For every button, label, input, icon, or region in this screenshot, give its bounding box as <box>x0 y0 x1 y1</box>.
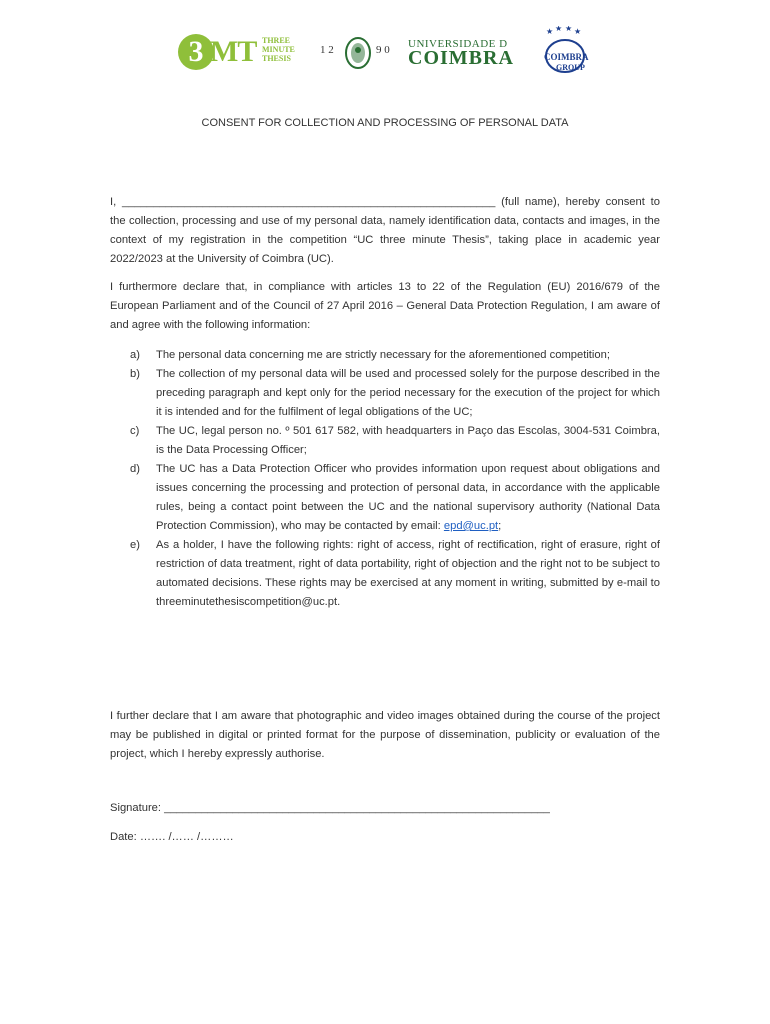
image-authorisation-paragraph: I further declare that I am aware that photographic and video images obtained during the course of the project may be published in digital or printed format for the purpose of dissemination, publicity or evaluation of the project, which I hereby expressly authorise. <box>110 710 660 760</box>
university-coimbra-logo <box>320 36 520 72</box>
consent-paragraph: I, ____________________________________________________________ (full name), hereby consent to the collection, processing and use of my personal data, namely identification data, contacts and images, in the context of my registration in the competition “UC three minute Thesis”, taking place in academic year 2022/2023 at the University of Coimbra (UC). <box>110 196 660 265</box>
document-title: CONSENT FOR COLLECTION AND PROCESSING OF PERSONAL DATA <box>201 117 569 129</box>
list-marker: c) <box>130 425 140 437</box>
three-minute-thesis-logo <box>178 34 303 74</box>
logo-university-text: UNIVERSIDADE D <box>408 38 508 50</box>
list-item <box>130 460 660 536</box>
list-text: The collection of my personal data will be used and processed solely for the purpose described in the preceding paragraph and kept only for the period necessary for the execution of the project for which it is intended and for the fulfilment of legal obligations of the UC; <box>156 368 660 418</box>
list-marker: d) <box>130 463 140 475</box>
logo-word-1: THREE <box>262 36 291 45</box>
list-item <box>130 536 660 612</box>
logo-word-3: THESIS <box>262 54 291 63</box>
list-item <box>130 346 660 365</box>
list-marker: e) <box>130 539 140 551</box>
list-marker: b) <box>130 368 140 380</box>
svg-text:★: ★ <box>565 26 573 33</box>
list-marker: a) <box>130 349 140 361</box>
logo-numeral: 3 <box>178 34 214 70</box>
list-item <box>130 422 660 460</box>
crest-icon <box>344 36 372 70</box>
gdpr-paragraph: I furthermore declare that, in compliance with articles 13 to 22 of the Regulation (EU) 2016/679 of the European Parliament and of the Council of 27 April 2016 – General Data Protection Regulation, I am aware of and agree with the following information: <box>110 281 660 331</box>
svg-text:★: ★ <box>555 26 563 33</box>
date-line: Date: ……. /…… /……… <box>110 831 234 843</box>
information-list <box>130 346 660 612</box>
logo-word-2: MINUTE <box>262 45 295 54</box>
logo-words <box>262 36 302 63</box>
list-text: The UC has a Data Protection Officer who provides information upon request about obligations and issues concerning the processing and protection of personal data, in accordance with the applicable rules, being a contact point between the UC and the national supervisory authority (National Data Protection Commission), who may be contacted by email: <box>156 463 660 532</box>
list-text: The UC, legal person no. º 501 617 582, with headquarters in Paço das Escolas, 3004-531 Coimbra, is the Data Processing Officer; <box>156 425 660 456</box>
list-text: The personal data concerning me are strictly necessary for the aforementioned competition; <box>156 349 610 361</box>
svg-text:★: ★ <box>574 27 582 36</box>
logo-year-left: 1 2 <box>320 44 334 56</box>
coimbra-group-logo <box>536 26 594 76</box>
svg-text:COIMBRA: COIMBRA <box>544 52 589 62</box>
svg-text:GROUP: GROUP <box>556 63 585 72</box>
list-text: As a holder, I have the following rights: right of access, right of rectification, right of erasure, right of restriction of data treatment, right of data portability, right of objection and the right not to be subject to automated decisions. These rights may be exercised at any moment in writing, submitted by e-mail to threeminutethesiscompetition@uc.pt. <box>156 539 660 608</box>
logo-letters: MT <box>210 35 257 68</box>
logo-year-right: 9 0 <box>376 44 390 56</box>
svg-text:★: ★ <box>546 27 554 36</box>
dpo-email-link[interactable]: epd@uc.pt <box>443 520 499 532</box>
list-item <box>130 365 660 422</box>
logo-coimbra-text: COIMBRA <box>408 47 514 69</box>
list-text-suffix: ; <box>498 520 502 532</box>
signature-line: Signature: ______________________________________________________________ <box>110 802 550 814</box>
